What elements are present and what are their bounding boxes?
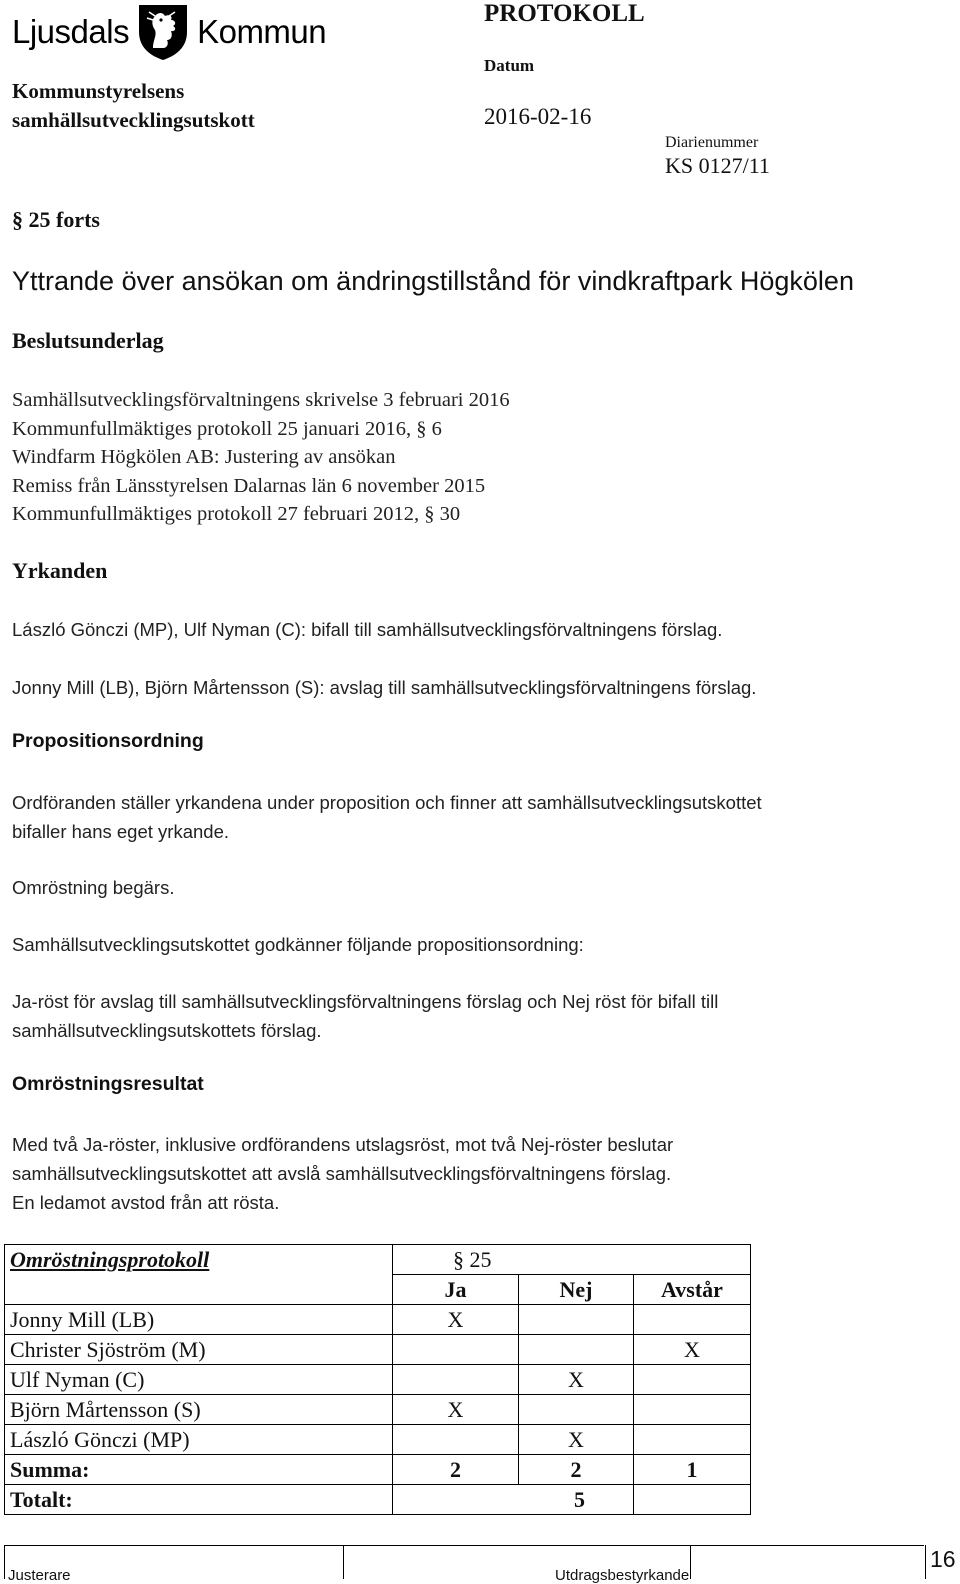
document-type: PROTOKOLL bbox=[484, 0, 645, 27]
logo-text-left: Ljusdals bbox=[12, 13, 130, 50]
page-number: 16 bbox=[930, 1546, 956, 1572]
member-name: László Gönczi (MP) bbox=[5, 1425, 393, 1455]
col-header-ja: Ja bbox=[393, 1275, 519, 1305]
body-line: Ordföranden ställer yrkandena under proposition och finner att samhällsutvecklingsutskottet bbox=[12, 792, 762, 813]
yrkande-paragraph: Jonny Mill (LB), Björn Mårtensson (S): avslag till samhällsutvecklingsförvaltningens förslag. bbox=[12, 677, 757, 698]
justerare-label: Justerare bbox=[8, 1567, 71, 1584]
vote-ja bbox=[393, 1425, 519, 1455]
member-name: Björn Mårtensson (S) bbox=[5, 1395, 393, 1425]
vote-nej: X bbox=[519, 1365, 634, 1395]
paragraph-number: § 25 forts bbox=[12, 207, 100, 232]
list-item: Remiss från Länsstyrelsen Dalarnas län 6 november 2015 bbox=[12, 474, 486, 497]
body-paragraph bbox=[12, 987, 718, 1045]
table-row bbox=[5, 1485, 751, 1515]
list-item: Kommunfullmäktiges protokoll 25 januari 2016, § 6 bbox=[12, 417, 442, 440]
organization bbox=[12, 77, 392, 135]
meeting-date: 2016-02-16 bbox=[484, 104, 592, 129]
summa-ja: 2 bbox=[393, 1455, 519, 1485]
utdrag-box bbox=[690, 1545, 926, 1579]
signature-footer bbox=[4, 1545, 924, 1584]
totalt-value: 5 bbox=[393, 1485, 634, 1515]
vote-avstar: X bbox=[634, 1335, 751, 1365]
section-heading-propositionsordning: Propositionsordning bbox=[12, 730, 204, 752]
vote-ja: X bbox=[393, 1305, 519, 1335]
section-heading-omrostningsresultat: Omröstningsresultat bbox=[12, 1073, 204, 1095]
table-row bbox=[5, 1275, 751, 1305]
date-label: Datum bbox=[484, 56, 535, 75]
vote-ja bbox=[393, 1335, 519, 1365]
shield-lion-logo-icon bbox=[135, 2, 191, 62]
body-paragraph bbox=[12, 788, 762, 846]
table-row bbox=[5, 1365, 751, 1395]
table-row bbox=[5, 1305, 751, 1335]
table-row bbox=[5, 1395, 751, 1425]
vote-avstar bbox=[634, 1395, 751, 1425]
list-item: Kommunfullmäktiges protokoll 27 februari 2012, § 30 bbox=[12, 503, 461, 525]
body-paragraph: Omröstning begärs. bbox=[12, 877, 175, 898]
vote-ja: X bbox=[393, 1395, 519, 1425]
organization-line1: Kommunstyrelsens bbox=[12, 79, 185, 103]
body-line: En ledamot avstod från att rösta. bbox=[12, 1192, 280, 1213]
vote-nej bbox=[519, 1305, 634, 1335]
member-name: Jonny Mill (LB) bbox=[5, 1305, 393, 1335]
section-heading-yrkanden: Yrkanden bbox=[12, 558, 108, 583]
body-line: Ja-röst för avslag till samhällsutvecklingsförvaltningens förslag och Nej röst för bifall till bbox=[12, 991, 719, 1012]
body-line: Med två Ja-röster, inklusive ordförandens utslagsröst, mot två Nej-röster beslutar bbox=[12, 1134, 674, 1155]
yrkande-paragraph: László Gönczi (MP), Ulf Nyman (C): bifall till samhällsutvecklingsförvaltningens förslag. bbox=[12, 619, 723, 640]
table-row bbox=[5, 1455, 751, 1485]
totalt-label: Totalt: bbox=[5, 1485, 393, 1515]
body-line: bifaller hans eget yrkande. bbox=[12, 821, 229, 842]
body-line: samhällsutvecklingsutskottets förslag. bbox=[12, 1020, 322, 1041]
utdragsbestyrkande-label: Utdragsbestyrkande bbox=[555, 1567, 690, 1584]
vote-avstar bbox=[634, 1425, 751, 1455]
table-row bbox=[5, 1245, 751, 1275]
member-name: Christer Sjöström (M) bbox=[5, 1335, 393, 1365]
vote-table-paragraph: § 25 bbox=[393, 1245, 751, 1275]
summa-avstar: 1 bbox=[634, 1455, 751, 1485]
vote-nej: X bbox=[519, 1425, 634, 1455]
table-row bbox=[5, 1425, 751, 1455]
page-title: Yttrande över ansökan om ändringstillstånd för vindkraftpark Högkölen bbox=[12, 266, 854, 296]
diarienummer: KS 0127/11 bbox=[665, 153, 770, 178]
vote-table-title: Omröstningsprotokoll bbox=[10, 1246, 210, 1272]
municipality-logo bbox=[12, 2, 326, 62]
vote-avstar bbox=[634, 1365, 751, 1395]
logo-text-right: Kommun bbox=[197, 13, 327, 50]
diarienummer-label: Diarienummer bbox=[665, 134, 759, 151]
section-heading-beslutsunderlag: Beslutsunderlag bbox=[12, 328, 164, 353]
vote-avstar bbox=[634, 1305, 751, 1335]
organization-line2: samhällsutvecklingsutskott bbox=[12, 108, 255, 132]
vote-table bbox=[4, 1244, 751, 1515]
summa-label: Summa: bbox=[5, 1455, 393, 1485]
member-name: Ulf Nyman (C) bbox=[5, 1365, 393, 1395]
col-header-nej: Nej bbox=[519, 1275, 634, 1305]
beslutsunderlag-list bbox=[12, 386, 510, 529]
list-item: Windfarm Högkölen AB: Justering av ansökan bbox=[12, 446, 396, 468]
result-paragraph bbox=[12, 1130, 673, 1217]
vote-nej bbox=[519, 1395, 634, 1425]
list-item: Samhällsutvecklingsförvaltningens skrivelse 3 februari 2016 bbox=[12, 389, 510, 411]
vote-ja bbox=[393, 1365, 519, 1395]
col-header-avstar: Avstår bbox=[634, 1275, 751, 1305]
summa-nej: 2 bbox=[519, 1455, 634, 1485]
vote-nej bbox=[519, 1335, 634, 1365]
table-row bbox=[5, 1335, 751, 1365]
body-line: samhällsutvecklingsutskottet att avslå samhällsutvecklingsförvaltningens förslag. bbox=[12, 1163, 672, 1184]
body-paragraph: Samhällsutvecklingsutskottet godkänner följande propositionsordning: bbox=[12, 934, 584, 955]
